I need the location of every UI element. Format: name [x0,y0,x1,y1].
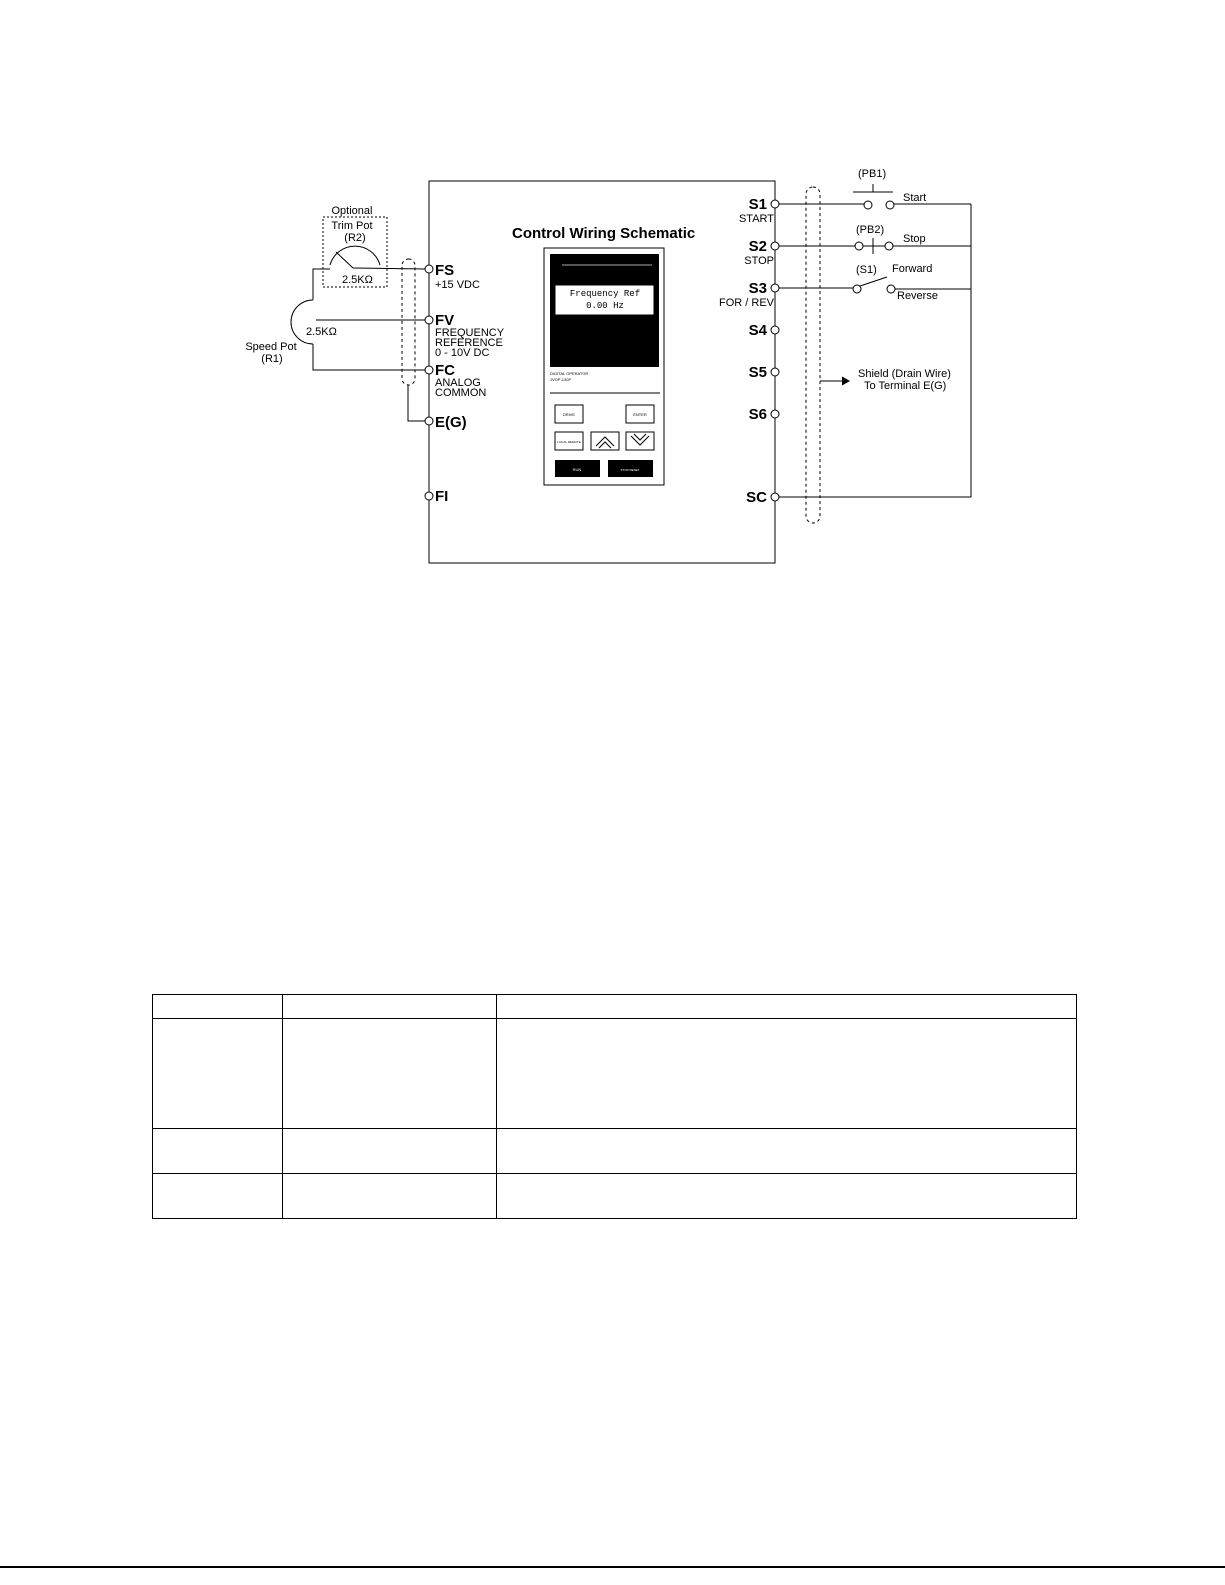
trim-pot-title-2: Trim Pot [331,220,373,232]
table-cell [283,1129,497,1174]
speed-pot-label-2: (R1) [261,353,283,365]
shield-note-2: To Terminal E(G) [864,380,947,392]
s1-reverse-label: Reverse [897,290,938,302]
terminal-s3-desc: FOR / REV [718,297,774,309]
terminal-fi-label: FI [435,488,449,505]
terminal-s5 [771,368,779,376]
operator-display-line2: 0.00 Hz [586,301,624,311]
table-cell [497,1129,1077,1174]
page-bottom-rule [0,1566,1225,1568]
terminal-s1-desc: START [738,213,774,225]
terminal-s6-label: S6 [748,406,767,423]
table-header-row [153,995,1077,1019]
table-row [153,1129,1077,1174]
speed-pot-value: 2.5KΩ [306,326,337,338]
terminal-s3-label: S3 [748,280,767,297]
pb1-label: Start [903,192,927,204]
terminal-eg-label: E(G) [435,414,467,431]
key-stop-reset-label: STOP RESET [620,468,640,472]
terminal-s1 [771,200,779,208]
parameter-table [152,994,1077,1219]
trim-pot-title-3: (R2) [344,232,366,244]
table-cell [497,1174,1077,1219]
table-row [153,1019,1077,1129]
terminal-s1-label: S1 [748,196,767,213]
terminal-fc-label: FC [435,362,455,379]
schematic-title: Control Wiring Schematic [512,225,696,242]
terminal-fs-desc: +15 VDC [435,279,480,291]
control-wiring-schematic [0,0,1225,600]
table-cell [283,995,497,1019]
table-cell [153,1174,283,1219]
terminal-sc-label: SC [746,489,767,506]
pb2-label: Stop [903,233,926,245]
terminal-fc [425,366,433,374]
s1-tag: (S1) [856,264,877,276]
terminal-s3 [771,284,779,292]
trim-pot-arc [330,246,380,265]
table-cell [283,1019,497,1129]
terminal-fi [425,492,433,500]
speed-pot-label-1: Speed Pot [245,341,297,353]
key-local-remote-label: LOCAL REMOTE [557,440,581,444]
terminal-s4 [771,326,779,334]
key-enter-label: ENTER [633,412,647,417]
key-drive-label: DRIVE [562,412,576,417]
terminal-eg [425,417,433,425]
terminal-fv [425,316,433,324]
terminal-s4-label: S4 [748,322,767,339]
shield-drain-wire [408,385,425,421]
shield-note-1: Shield (Drain Wire) [858,368,951,380]
terminal-fs-label: FS [435,262,455,279]
terminal-fc-desc-1: ANALOG [435,377,481,389]
table-cell [497,995,1077,1019]
terminal-fv-desc-2: REFERENCE [435,337,503,349]
key-run-label: RUN [572,467,582,472]
shield-left [402,259,415,385]
terminal-fv-desc-3: 0 - 10V DC [435,347,490,359]
operator-model-1: DIGITAL OPERATOR [550,371,589,376]
pb2-tag: (PB2) [856,224,885,236]
table-row [153,1174,1077,1219]
operator-model-2: JVOP-130P [550,377,572,382]
key-up [591,432,619,450]
terminal-sc [771,493,779,501]
terminal-fc-desc-2: COMMON [435,387,487,399]
trim-pot-value: 2.5KΩ [342,274,373,286]
terminal-s2-label: S2 [748,238,767,255]
table-cell [153,995,283,1019]
terminal-s5-label: S5 [748,364,767,381]
s1-forward-label: Forward [892,263,933,275]
operator-display-line1: Frequency Ref [569,289,641,299]
terminal-fv-label: FV [435,312,455,329]
terminal-fs [425,265,433,273]
trim-pot-title-1: Optional [331,205,373,217]
table-cell [153,1129,283,1174]
shield-right [806,187,820,523]
pb1-tag: (PB1) [858,168,887,180]
table-cell [283,1174,497,1219]
key-down [626,432,654,450]
table-cell [153,1019,283,1129]
terminal-fv-desc-1: FREQUENCY [435,327,505,339]
terminal-s2 [771,242,779,250]
terminal-s2-desc: STOP [744,255,774,267]
table-cell [497,1019,1077,1129]
terminal-s6 [771,410,779,418]
